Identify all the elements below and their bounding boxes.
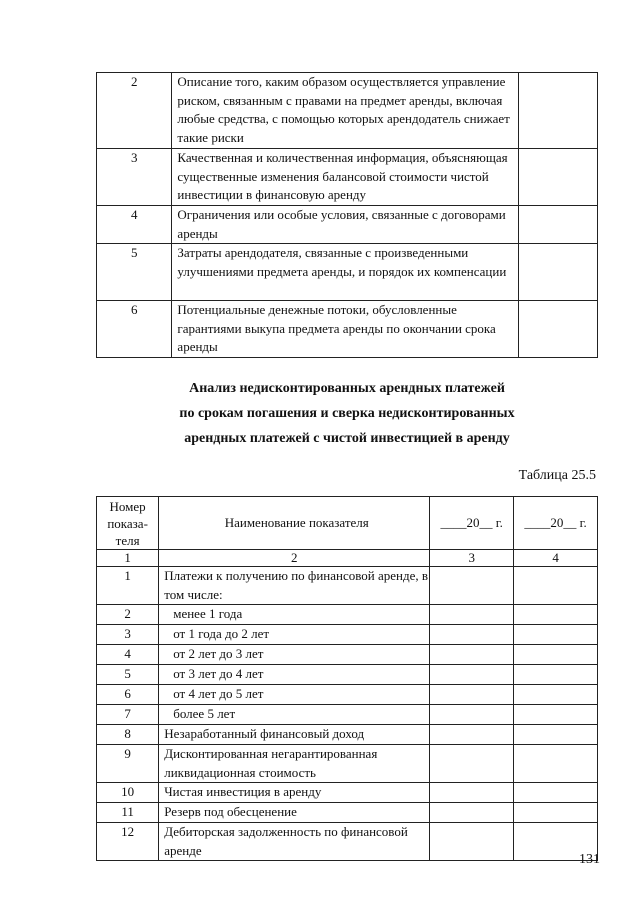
- table-row: [97, 73, 598, 149]
- value-cell: [430, 665, 514, 685]
- section-title-line: по срокам погашения и сверка недисконтированных: [179, 406, 515, 421]
- value-cell: [430, 725, 514, 745]
- value-cell: [518, 206, 597, 244]
- section-title: [96, 376, 598, 451]
- row-number: 4: [97, 206, 172, 244]
- column-number-row: [97, 550, 598, 567]
- row-description: Платежи к получению по финансовой аренде, в том числе:: [159, 567, 430, 605]
- table-header-row: [97, 497, 598, 550]
- column-number: 4: [514, 550, 598, 567]
- column-number: 1: [97, 550, 159, 567]
- table-row: [97, 783, 598, 803]
- row-description: Чистая инвестиция в аренду: [159, 783, 430, 803]
- value-cell: [514, 645, 598, 665]
- value-cell: [430, 625, 514, 645]
- table-row: [97, 301, 598, 358]
- row-number: 2: [97, 73, 172, 149]
- page-number: 131: [579, 852, 600, 867]
- section-title-line: Анализ недисконтированных арендных платежей: [189, 381, 505, 396]
- value-cell: [518, 73, 597, 149]
- row-description: от 4 лет до 5 лет: [159, 685, 430, 705]
- table-row: [97, 685, 598, 705]
- row-description: Ограничения или особые условия, связанные с договорами аренды: [172, 206, 518, 244]
- value-cell: [430, 783, 514, 803]
- row-number: 2: [97, 605, 159, 625]
- header-number: Номер показа-теля: [97, 497, 159, 550]
- column-number: 2: [159, 550, 430, 567]
- row-description: от 3 лет до 4 лет: [159, 665, 430, 685]
- row-number: 9: [97, 745, 159, 783]
- row-description: Потенциальные денежные потоки, обусловленные гарантиями выкупа предмета аренды по окончании срока аренды: [172, 301, 518, 358]
- disclosure-table: [96, 72, 598, 358]
- value-cell: [430, 567, 514, 605]
- value-cell: [430, 705, 514, 725]
- value-cell: [514, 665, 598, 685]
- row-number: 3: [97, 625, 159, 645]
- row-number: 6: [97, 301, 172, 358]
- row-number: 6: [97, 685, 159, 705]
- row-description: Описание того, каким образом осуществляется управление риском, связанным с правами на предмет аренды, включая любые средства, с помощью которых арендодатель снижает такие риски: [172, 73, 518, 149]
- table-row: [97, 567, 598, 605]
- row-number: 8: [97, 725, 159, 745]
- table-row: [97, 665, 598, 685]
- row-number: 5: [97, 244, 172, 301]
- row-description: Дебиторская задолженность по финансовой аренде: [159, 823, 430, 861]
- header-year-1: ____20__ г.: [430, 497, 514, 550]
- row-description: от 1 года до 2 лет: [159, 625, 430, 645]
- lease-payments-table: [96, 496, 598, 861]
- value-cell: [430, 745, 514, 783]
- value-cell: [518, 301, 597, 358]
- row-number: 1: [97, 567, 159, 605]
- value-cell: [514, 567, 598, 605]
- table-row: [97, 745, 598, 783]
- header-name: Наименование показателя: [159, 497, 430, 550]
- row-number: 7: [97, 705, 159, 725]
- value-cell: [514, 605, 598, 625]
- value-cell: [430, 685, 514, 705]
- row-description: Качественная и количественная информация, объясняющая существенные изменения балансовой стоимости чистой инвестиции в финансовую аренду: [172, 149, 518, 206]
- table-row: [97, 206, 598, 244]
- row-description: Резерв под обесценение: [159, 803, 430, 823]
- row-description: более 5 лет: [159, 705, 430, 725]
- table-row: [97, 605, 598, 625]
- value-cell: [514, 705, 598, 725]
- table-row: [97, 645, 598, 665]
- value-cell: [514, 625, 598, 645]
- value-cell: [514, 803, 598, 823]
- row-description: Дисконтированная негарантированная ликвидационная стоимость: [159, 745, 430, 783]
- table-label: Таблица 25.5: [518, 468, 596, 483]
- value-cell: [430, 803, 514, 823]
- header-year-2: ____20__ г.: [514, 497, 598, 550]
- value-cell: [514, 745, 598, 783]
- table-row: [97, 823, 598, 861]
- row-number: 4: [97, 645, 159, 665]
- value-cell: [518, 149, 597, 206]
- section-title-line: арендных платежей с чистой инвестицией в аренду: [184, 431, 510, 446]
- value-cell: [430, 645, 514, 665]
- row-description: Незаработанный финансовый доход: [159, 725, 430, 745]
- value-cell: [518, 244, 597, 301]
- table-row: [97, 244, 598, 301]
- row-description: от 2 лет до 3 лет: [159, 645, 430, 665]
- table-row: [97, 705, 598, 725]
- value-cell: [430, 605, 514, 625]
- row-number: 3: [97, 149, 172, 206]
- table-row: [97, 149, 598, 206]
- column-number: 3: [430, 550, 514, 567]
- row-number: 5: [97, 665, 159, 685]
- table-row: [97, 725, 598, 745]
- value-cell: [430, 823, 514, 861]
- row-number: 12: [97, 823, 159, 861]
- value-cell: [514, 685, 598, 705]
- value-cell: [514, 783, 598, 803]
- row-number: 11: [97, 803, 159, 823]
- row-description: менее 1 года: [159, 605, 430, 625]
- value-cell: [514, 725, 598, 745]
- row-description: Затраты арендодателя, связанные с произведенными улучшениями предмета аренды, и порядок их компенсации: [172, 244, 518, 301]
- table-row: [97, 625, 598, 645]
- table-row: [97, 803, 598, 823]
- row-number: 10: [97, 783, 159, 803]
